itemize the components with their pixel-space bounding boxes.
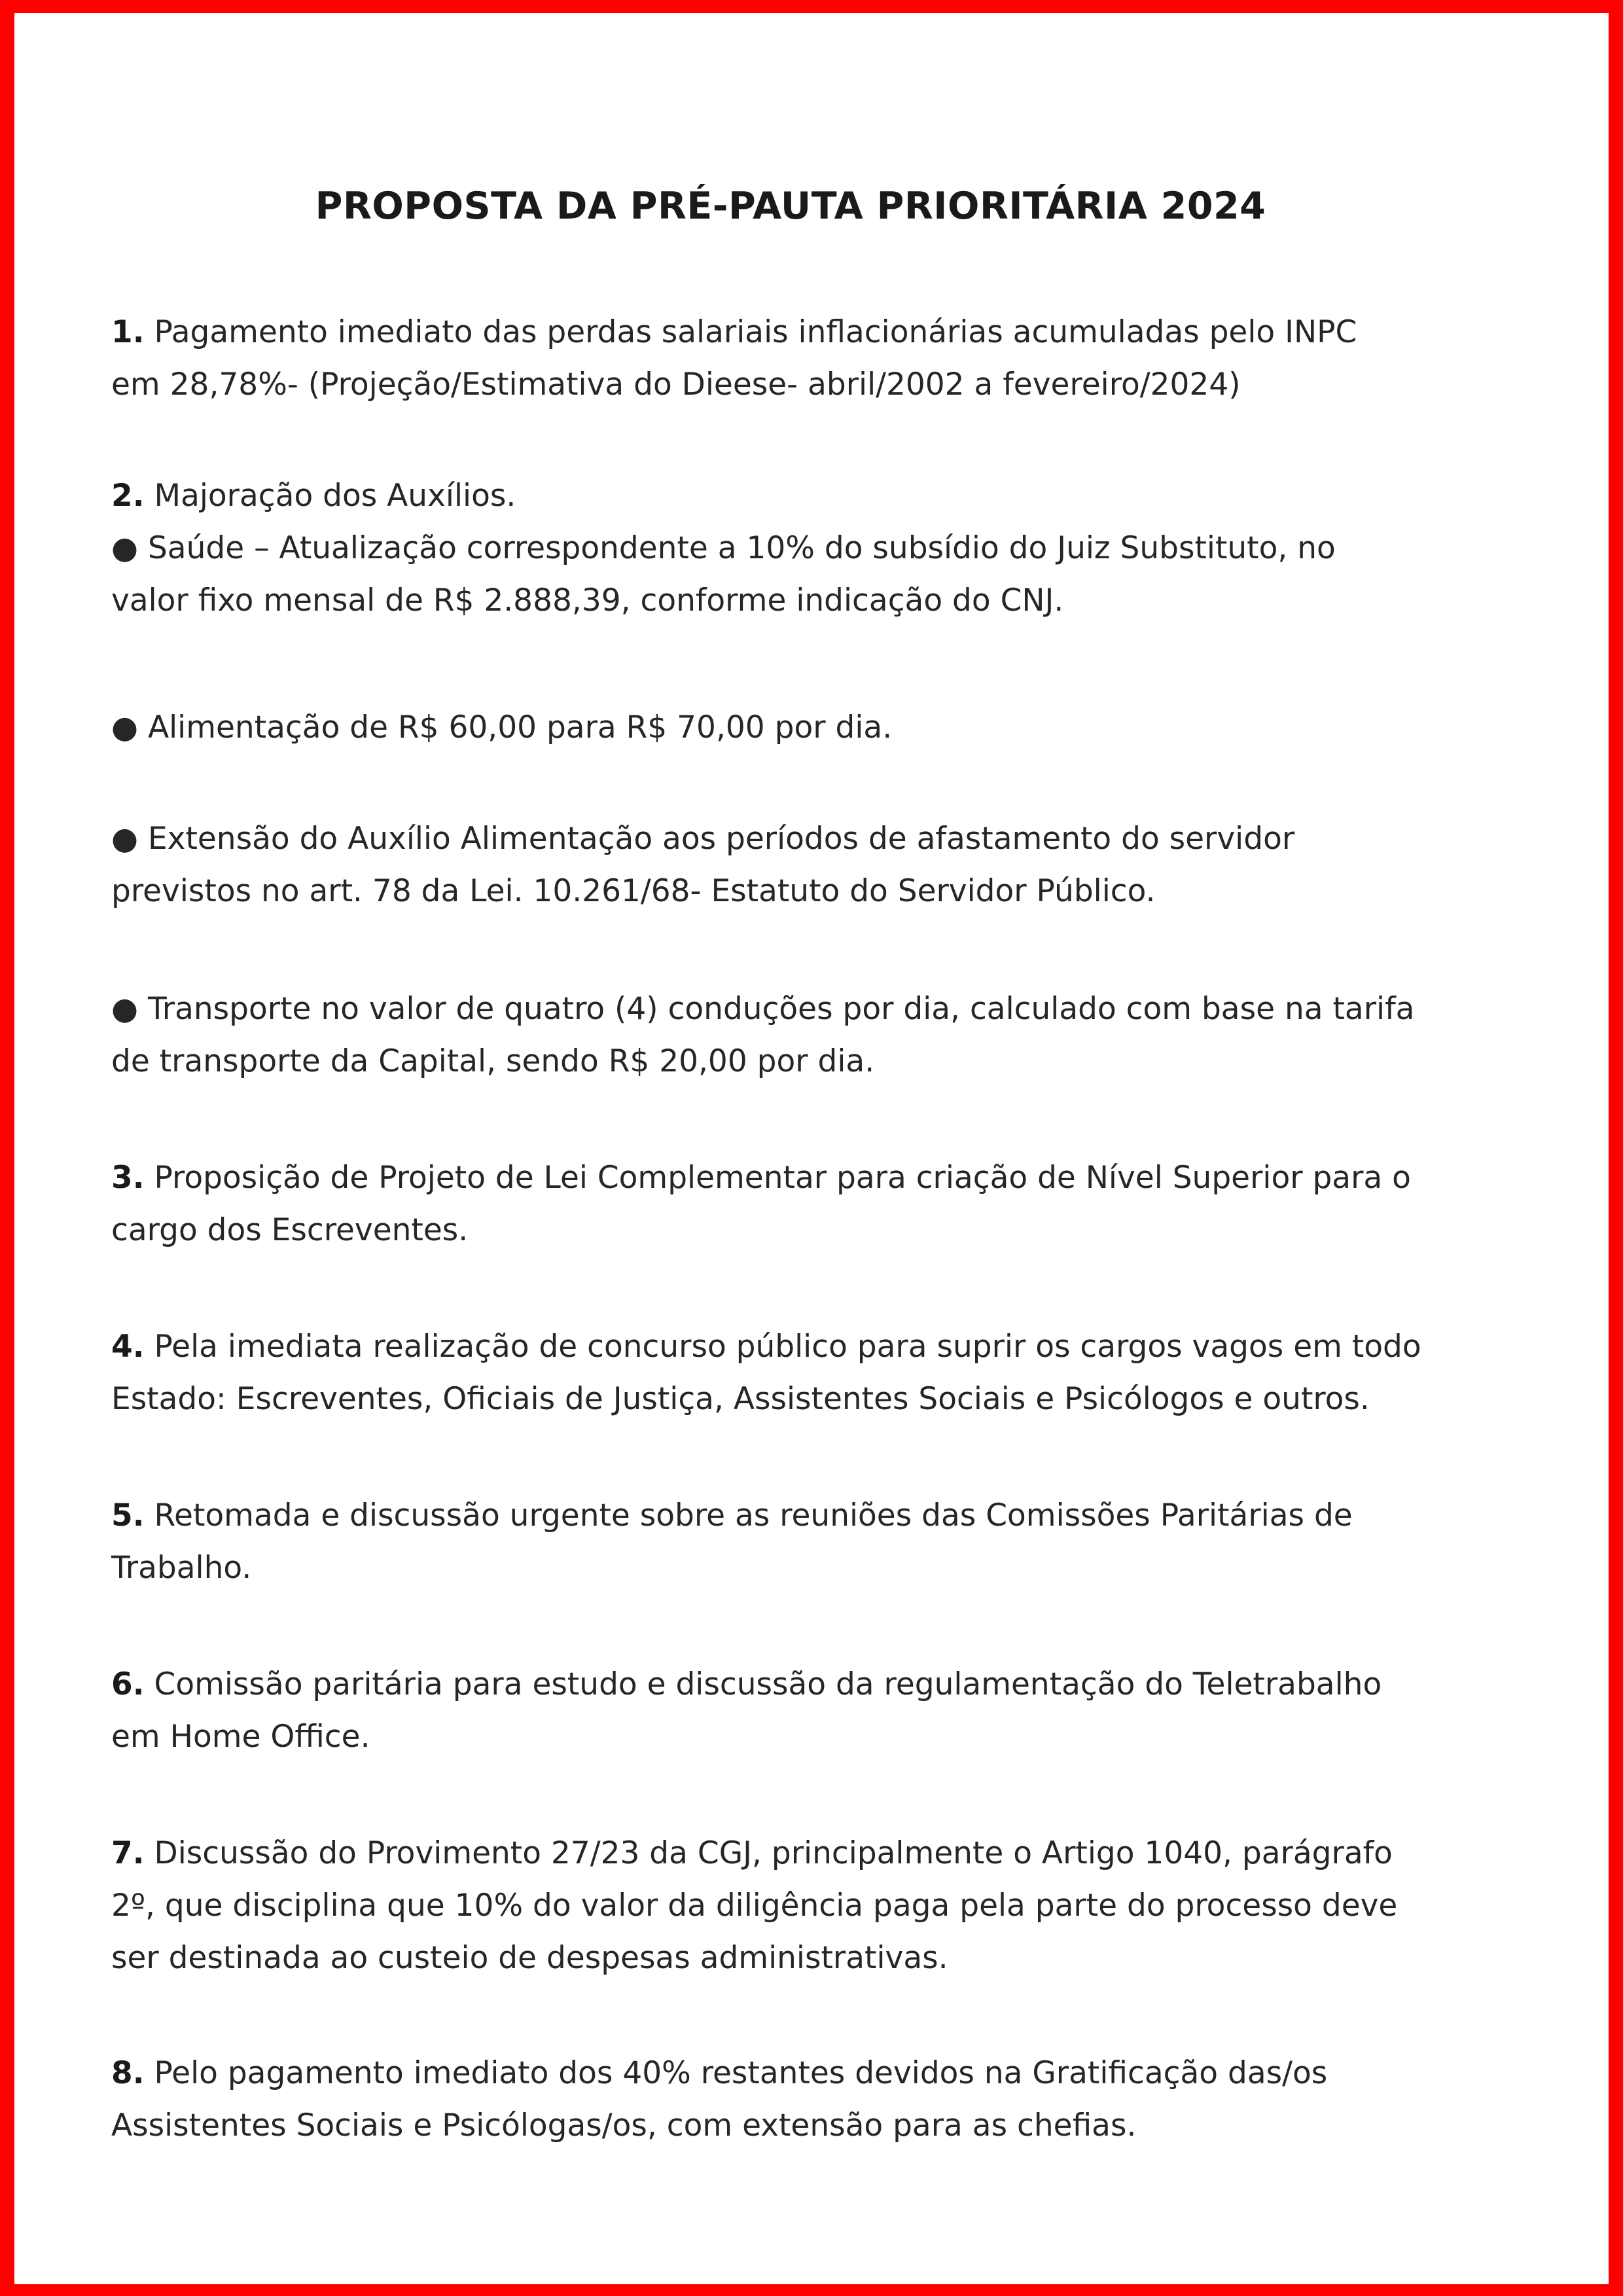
item-3-number: 3. — [111, 1160, 145, 1196]
item-4-text-1: Pela imediata realização de concurso público para suprir os cargos vagos em todo — [154, 1329, 1421, 1365]
item-2-number: 2. — [111, 478, 145, 514]
item-7-line-3: ser destinada ao custeio de despesas administrativas. — [111, 1940, 948, 1976]
item-1-line-2: em 28,78%- (Projeção/Estimativa do Dieese- abril/2002 a fevereiro/2024) — [111, 367, 1241, 403]
item-4-line-1 — [111, 1321, 1518, 1373]
item-4-line-2: Estado: Escreventes, Oficiais de Justiça, Assistentes Sociais e Psicólogos e outros. — [111, 1381, 1370, 1417]
item-7 — [111, 1827, 1518, 1984]
bullet-transporte — [111, 983, 1518, 1088]
item-6-text-1: Comissão paritária para estudo e discussão da regulamentação do Teletrabalho — [154, 1666, 1382, 1702]
item-7-line-2: 2º, que disciplina que 10% do valor da diligência paga pela parte do processo deve — [111, 1888, 1398, 1924]
bullet-alimentacao-line-1: ● Alimentação de R$ 60,00 para R$ 70,00 por dia. — [111, 709, 893, 745]
item-7-text-1: Discussão do Provimento 27/23 da CGJ, principalmente o Artigo 1040, parágrafo — [154, 1835, 1393, 1871]
item-2-text-1: Majoração dos Auxílios. — [154, 478, 516, 514]
bullet-extensao-line-1: ● Extensão do Auxílio Alimentação aos períodos de afastamento do servidor — [111, 821, 1295, 857]
item-5-line-2: Trabalho. — [111, 1550, 252, 1586]
item-5 — [111, 1490, 1518, 1594]
item-6 — [111, 1659, 1518, 1763]
item-6-line-1 — [111, 1659, 1518, 1711]
item-1 — [111, 306, 1518, 411]
item-2-line-3: valor fixo mensal de R$ 2.888,39, conforme indicação do CNJ. — [111, 583, 1064, 619]
bullet-transporte-line-2: de transporte da Capital, sendo R$ 20,00 por dia. — [111, 1043, 875, 1079]
item-3-text-1: Proposição de Projeto de Lei Complementar para criação de Nível Superior para o — [154, 1160, 1411, 1196]
item-3-line-1 — [111, 1152, 1518, 1204]
item-8 — [111, 2047, 1518, 2152]
document-title: PROPOSTA DA PRÉ-PAUTA PRIORITÁRIA 2024 — [315, 185, 1266, 228]
item-1-number: 1. — [111, 314, 145, 350]
item-7-line-1 — [111, 1827, 1518, 1880]
item-2-line-2: ● Saúde – Atualização correspondente a 10% do subsídio do Juiz Substituto, no — [111, 530, 1336, 566]
bullet-extensao — [111, 813, 1518, 918]
bullet-transporte-line-1: ● Transporte no valor de quatro (4) conduções por dia, calculado com base na tarifa — [111, 991, 1415, 1027]
item-8-text-1: Pelo pagamento imediato dos 40% restantes devidos na Gratificação das/os — [154, 2055, 1328, 2091]
item-2-line-1 — [111, 470, 1518, 522]
item-1-line-1 — [111, 306, 1518, 359]
item-5-text-1: Retomada e discussão urgente sobre as reuniões das Comissões Paritárias de — [154, 1498, 1353, 1534]
item-6-line-2: em Home Office. — [111, 1719, 370, 1755]
item-4-number: 4. — [111, 1329, 145, 1365]
item-3-line-2: cargo dos Escreventes. — [111, 1212, 469, 1248]
item-4 — [111, 1321, 1518, 1426]
item-3 — [111, 1152, 1518, 1257]
item-1-text-1: Pagamento imediato das perdas salariais inflacionárias acumuladas pelo INPC — [154, 314, 1357, 350]
item-8-number: 8. — [111, 2055, 145, 2091]
item-6-number: 6. — [111, 1666, 145, 1702]
item-5-line-1 — [111, 1490, 1518, 1542]
item-2 — [111, 470, 1518, 627]
bullet-alimentacao — [111, 702, 1518, 754]
bullet-extensao-line-2: previstos no art. 78 da Lei. 10.261/68- Estatuto do Servidor Público. — [111, 873, 1156, 909]
item-8-line-1 — [111, 2047, 1518, 2100]
item-8-line-2: Assistentes Sociais e Psicólogas/os, com extensão para as chefias. — [111, 2108, 1137, 2144]
item-7-number: 7. — [111, 1835, 145, 1871]
item-5-number: 5. — [111, 1498, 145, 1534]
